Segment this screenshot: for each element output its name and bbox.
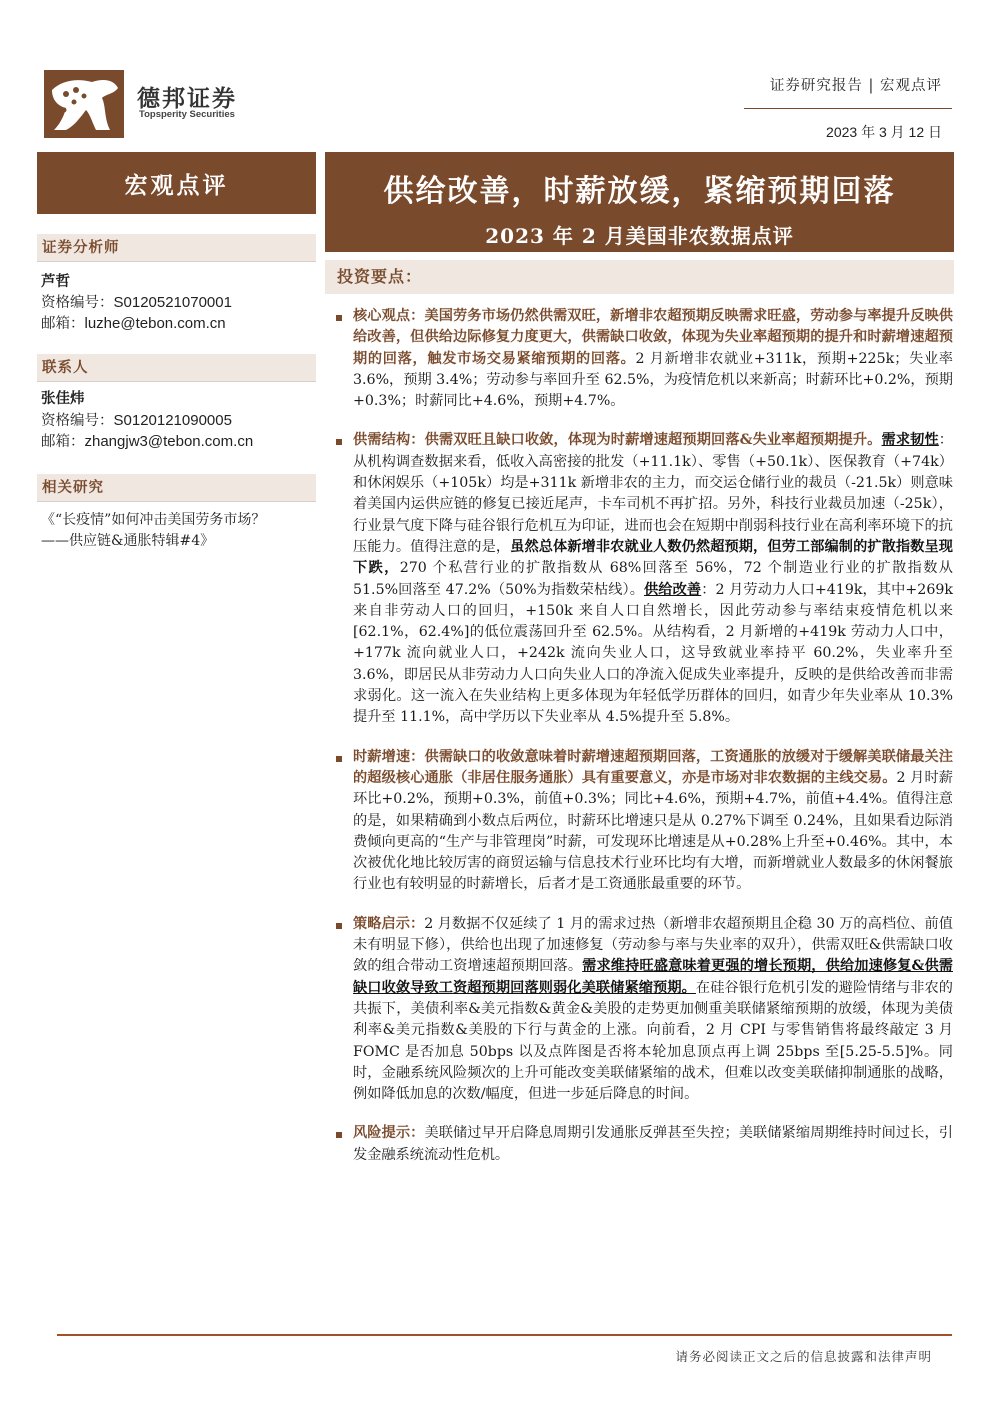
analyst-email: 邮箱：luzhe@tebon.com.cn [41, 315, 226, 332]
report-subtitle: 2023 年 2 月美国非农数据点评 [485, 224, 794, 248]
analyst-heading: 证券分析师 [37, 234, 316, 262]
brand-name-cn: 德邦证券 [137, 86, 237, 112]
contact-email-link[interactable]: zhangjw3@tebon.com.cn [84, 433, 254, 450]
key-points-heading: 投资要点： [325, 260, 954, 294]
bullet-supply-demand: 供需结构：供需双旺且缺口收敛，体现为时薪增速超预期回落&失业率超预期提升。需求韧性：从机构调查数据来看，低收入高密接的批发（+11.1k）、零售（+50.1k）、医保教育（+74k）和休闲娱乐（+105k）均是+311k 新增非农的主力，而交运仓储行业的裁员（-21.5k）则意味着美国内运供应链的修复已接近尾声，卡车司机不再扩招。另外，科技行业裁员加速（-25k），行业景气度下降与硅谷银行危机互为印证，进而也会在短期中削弱科技行业在高利率环境下的抗压能力。值得注意的是，虽然总体新增非农就业人数仍然超预期，但劳工部编制的扩散指数呈现下跌，270 个私营行业的扩散指数从 68%回落至 56%，72 个制造业行业的扩散指数从 51.5%回落至 47.2%（50%为指数荣枯线）。供给改善：2 月劳动力人口+419k，其中+269k 来自非劳动人口的回归，+150k 来自人口自然增长，因此劳动参与率结束疫情危机以来[62.1%，62.4%]的低位震荡回升至 62.5%。从结构看，2 月新增的+419k 劳动力人口中，+177k 流向就业人口，+242k 流向失业人口，这导致就业率持平 60.2%，失业率升至 3.6%，即居民从非劳动力人口向失业人口的净流入促成失业率提升，反映的是供给改善而非需求弱化。这一流入在失业结构上更多体现为年轻低学历群体的回归，如青少年失业率从 10.3%提升至 11.1%，高中学历以下失业率从 4.5%提升至 5.8%。 [333, 430, 953, 728]
title-band [325, 152, 954, 252]
brand-logo-icon [44, 70, 124, 138]
report-type: 证券研究报告 | 宏观点评 [769, 78, 942, 94]
contact-cert: 资格编号：S0120121090005 [41, 412, 232, 429]
bullet-risk: 风险提示：美联储过早开启降息周期引发通胀反弹甚至失控；美联储紧缩周期维持时间过长，引发金融系统流动性危机。 [333, 1123, 953, 1166]
contact-email: 邮箱：zhangjw3@tebon.com.cn [41, 433, 254, 450]
analyst-email-link[interactable]: luzhe@tebon.com.cn [84, 315, 226, 332]
footer-disclaimer[interactable]: 请务必阅读正文之后的信息披露和法律声明 [675, 1349, 932, 1364]
bullet-strategy: 策略启示：2 月数据不仅延续了 1 月的需求过热（新增非农超预期且企稳 30 万的高档位、前值未有明显下修），供给也出现了加速修复（劳动参与率与失业率的双升），供需双旺&供需缺口收敛的组合带动工资增速超预期回落。需求维持旺盛意味着更强的增长预期，供给加速修复&供需缺口收敛导致工资超预期回落则弱化美联储紧缩预期。在硅谷银行危机引发的避险情绪与非农的共振下，美债利率&美元指数&黄金&美股的走势更加侧重美联储紧缩预期的放缓，体现为美债利率&美元指数&美股的下行与黄金的上涨。向前看，2 月 CPI 与零售销售将最终敲定 3 月 FOMC 是否加息 50bps 以及点阵图是否将本轮加息顶点再上调 25bps 至[5.25-5.5]%。同时，金融系统风险频次的上升可能改变美联储紧缩的战术，但难以改变美联储抑制通胀的战略，例如降低加息的次数/幅度，但进一步延后降息的时间。 [333, 914, 953, 1106]
key-points-list [333, 306, 953, 1184]
brand-name-en: Topsperity Securities [139, 109, 235, 120]
related-item-line2: ——供应链&通胀特辑#4》 [41, 533, 215, 549]
report-title: 供给改善，时薪放缓，紧缩预期回落 [383, 174, 896, 209]
bullet-wage-growth: 时薪增速：供需缺口的收敛意味着时薪增速超预期回落，工资通胀的放缓对于缓解美联储最关注的超级核心通胀（非居住服务通胀）具有重要意义，亦是市场对非农数据的主线交易。2 月时薪环比+0.2%，预期+0.3%，前值+0.3%；同比+4.6%，预期+4.7%，前值+4.4%。值得注意的是，如果精确到小数点后两位，时薪环比增速只是从 0.27%下调至 0.24%，且如果看边际消费倾向更高的“生产与非管理岗”时薪，可发现环比增速是从+0.28%上升至+0.46%。其中，本次被优化地比较厉害的商贸运输与信息技术行业环比均有大增，而新增就业人数最多的休闲餐旅行业也有较明显的时薪增长，后者才是工资通胀最重要的环节。 [333, 747, 953, 896]
related-heading: 相关研究 [37, 474, 316, 502]
report-date: 2023 年 3 月 12 日 [826, 124, 942, 140]
header-divider [744, 108, 952, 109]
footer-divider [57, 1334, 952, 1336]
contact-heading: 联系人 [37, 354, 316, 382]
analyst-cert: 资格编号：S0120521070001 [41, 294, 232, 311]
related-item-line1[interactable]: 《“长疫情”如何冲击美国劳务市场？ [41, 512, 266, 528]
analyst-name: 芦哲 [41, 273, 70, 290]
contact-name: 张佳炜 [41, 390, 85, 407]
bullet-core-view: 核心观点：美国劳务市场仍然供需双旺，新增非农超预期反映需求旺盛，劳动参与率提升反映供给改善，但供给边际修复力度更大，供需缺口收敛，体现为失业率超预期的提升和时薪增速超预期的回落，触发市场交易紧缩预期的回落。2 月新增非农就业+311k，预期+225k；失业率 3.6%，预期 3.4%；劳动参与率回升至 62.5%，为疫情危机以来新高；时薪环比+0.2%，预期+0.3%；时薪同比+4.6%，预期+4.7%。 [333, 306, 953, 412]
category-band: 宏观点评 [37, 152, 316, 214]
